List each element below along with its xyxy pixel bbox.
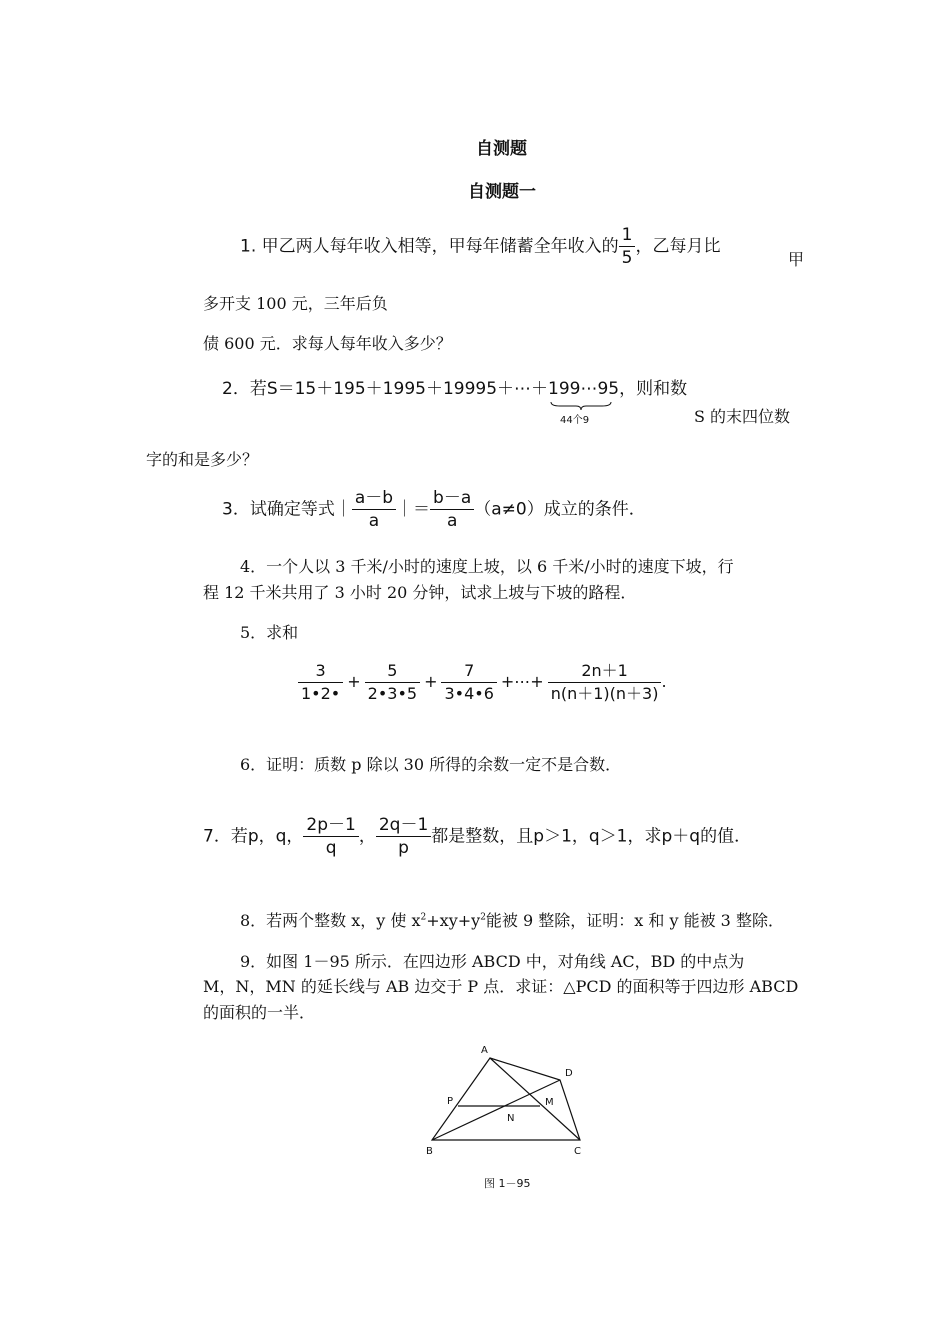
q9-line3: 的面积的一半． (203, 1003, 316, 1022)
question-1 (240, 224, 720, 269)
underbrace-icon (550, 401, 612, 411)
q2-brace-label: 44个9 (560, 415, 590, 426)
q5-last-num: 2n＋1 (548, 660, 662, 683)
q5-sum (298, 660, 667, 705)
q2-tail: ，则和数 (619, 379, 688, 399)
q5-term-3 (441, 660, 496, 705)
q3-tail: （a≠0）成立的条件． (474, 499, 646, 520)
q3-fraction-2 (430, 487, 474, 532)
q7-f2-den: p (398, 838, 409, 858)
q5-term-2 (365, 660, 420, 705)
q7-f2-num: 2q－1 (376, 814, 431, 837)
question-3 (222, 487, 646, 532)
q2-line2: 字的和是多少？ (146, 450, 259, 469)
q9-line2: M，N，MN 的延长线与 AB 边交于 P 点．求证：△PCD 的面积等于四边形 ABCD (203, 977, 799, 996)
q5-term-last (548, 660, 662, 705)
q8-a: 8．若两个整数 x，y 使 x (240, 911, 421, 930)
q8-sup-1: 2 (420, 912, 427, 923)
label-c: C (574, 1146, 581, 1157)
q1-fraction (619, 224, 636, 269)
q3-f2-num: b－a (430, 487, 474, 510)
q6-text: 6．证明：质数 p 除以 30 所得的余数一定不是合数． (240, 755, 622, 774)
page-subtitle: 自测题一 (468, 182, 536, 202)
q3-f1-num: a－b (352, 487, 396, 510)
q5-last-den: n(n＋1)(n＋3) (550, 684, 659, 703)
label-b: B (426, 1146, 433, 1157)
q5-term-1-den: 1•2• (301, 684, 341, 703)
page-title: 自测题 (476, 139, 527, 159)
q2-tail2: S 的末四位数 (694, 407, 791, 426)
label-m: M (545, 1097, 554, 1108)
q1-frac-num: 1 (619, 224, 636, 247)
q8-c: 能被 9 整除，证明：x 和 y 能被 3 整除． (485, 911, 784, 930)
q2-lead: 2．若S＝15＋195＋1995＋19995＋⋯＋ (222, 379, 549, 399)
q5-plus-1: + (347, 672, 361, 691)
diagonal-bd (432, 1080, 560, 1140)
q3-mid: ｜＝ (396, 499, 431, 520)
q7-f1-num: 2p－1 (303, 814, 358, 837)
q5-term-1-num: 3 (298, 660, 343, 683)
question-7 (203, 814, 751, 859)
q7-fraction-1 (303, 814, 358, 859)
quad-abcd (432, 1058, 580, 1140)
q5-term-3-den: 3•4•6 (444, 684, 494, 703)
q5-term-2-den: 2•3•5 (367, 684, 418, 703)
q3-f1-den: a (368, 511, 380, 531)
q2-brace-group (548, 379, 620, 426)
label-d: D (565, 1068, 573, 1079)
quadrilateral-figure (420, 1040, 600, 1165)
label-a: A (481, 1045, 488, 1056)
q1-line2: 多开支 100 元，三年后负 (203, 294, 388, 313)
q5-lead: 5．求和 (240, 623, 299, 642)
question-2 (222, 374, 688, 426)
q3-fraction-1 (352, 487, 396, 532)
q5-plus-2: + (424, 672, 438, 691)
q1-frac-den: 5 (621, 248, 633, 268)
figure-caption: 图 1－95 (484, 1177, 531, 1190)
question-8 (240, 908, 784, 931)
q5-term-3-num: 7 (441, 660, 496, 683)
q5-end: . (661, 672, 667, 691)
q7-f1-den: q (325, 838, 337, 858)
label-p: P (447, 1096, 454, 1107)
q1-lead: 1. 甲乙两人每年收入相等，甲每年储蓄全年收入的 (240, 236, 619, 257)
q7-sep: ， (358, 826, 376, 847)
q1-tail2: 甲 (788, 250, 805, 269)
q5-term-1 (298, 660, 343, 705)
q4-line1: 4．一个人以 3 千米/小时的速度上坡，以 6 千米/小时的速度下坡，行 (240, 557, 734, 576)
q7-tail: 都是整数，且p＞1，q＞1，求p＋q的值． (431, 826, 752, 847)
q3-lead: 3．试确定等式｜ (222, 499, 352, 520)
q1-tail: ，乙每月比 (635, 236, 721, 257)
q4-line2: 程 12 千米共用了 3 小时 20 分钟，试求上坡与下坡的路程． (203, 583, 637, 602)
q5-term-2-num: 5 (365, 660, 420, 683)
q3-f2-den: a (446, 511, 458, 531)
q9-line1: 9．如图 1－95 所示．在四边形 ABCD 中，对角线 AC，BD 的中点为 (240, 952, 745, 971)
q8-sup-2: 2 (480, 912, 486, 923)
q7-fraction-2 (376, 814, 431, 859)
q1-line3: 债 600 元．求每人每年收入多少？ (203, 334, 452, 353)
q5-dots: +⋯+ (500, 672, 544, 691)
label-n: N (507, 1113, 515, 1124)
q2-brace-term: 199⋯95 (548, 379, 620, 399)
q7-lead: 7．若p，q， (203, 826, 304, 847)
q8-b: +xy+y (426, 911, 481, 930)
